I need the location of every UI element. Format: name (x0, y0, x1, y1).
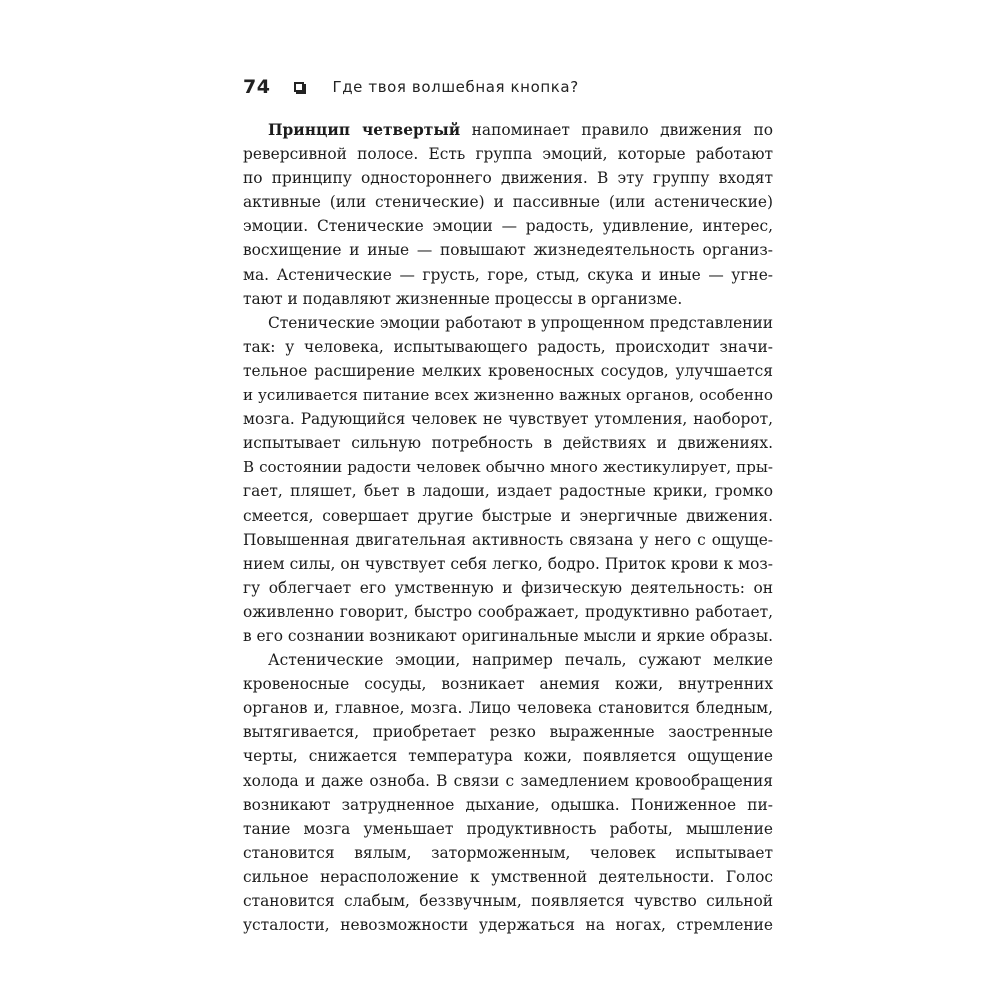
text-line: по принципу одностороннего движения. В эту группу входят (243, 169, 773, 188)
principle-heading: Принцип четвертый (268, 121, 461, 139)
text-line: черты, снижается температура кожи, появляется ощущение (243, 747, 773, 766)
text-line: реверсивной полосе. Есть группа эмоций, которые работают (243, 145, 773, 164)
page-number: 74 (243, 76, 271, 98)
text-line: тельное расширение мелких кровеносных сосудов, улучшается (243, 361, 773, 380)
text-line: ма. Астенические — грусть, горе, стыд, скука и иные — угне- (243, 265, 773, 284)
text-line: оживленно говорит, быстро соображает, продуктивно работает, (243, 602, 773, 621)
text-line: так: у человека, испытывающего радость, происходит значи- (243, 337, 773, 356)
running-title: Где твоя волшебная кнопка? (332, 78, 579, 96)
text-line: кровеносные сосуды, возникает анемия кожи, внутренних (243, 675, 773, 694)
text-line: Астенические эмоции, например печаль, сужают мелкие (268, 651, 773, 670)
body-text (243, 118, 773, 937)
text-line: усталости, невозможности удержаться на ногах, стремление (243, 916, 773, 935)
text-line: тают и подавляют жизненные процессы в организме. (243, 289, 683, 308)
text-line: испытывает сильную потребность в действиях и движениях. (243, 434, 773, 453)
text-line: мозга. Радующийся человек не чувствует утомления, наоборот, (243, 410, 773, 429)
text-line: смеется, совершает другие быстрые и энергичные движения. (243, 506, 773, 525)
text-line: вытягивается, приобретает резко выраженные заостренные (243, 723, 773, 742)
text-line: и усиливается питание всех жизненно важных органов, особенно (243, 386, 773, 405)
text-line: возникают затрудненное дыхание, одышка. Пониженное пи- (243, 795, 773, 814)
text-line: активные (или стенические) и пассивные (или астенические) (243, 193, 773, 212)
text-line: гает, пляшет, бьет в ладоши, издает радостные крики, громко (243, 482, 773, 501)
text-line: восхищение и иные — повышают жизнедеятельность организ- (243, 241, 773, 260)
text-line: тание мозга уменьшает продуктивность работы, мышление (243, 819, 773, 838)
text-line: органов и, главное, мозга. Лицо человека становится бледным, (243, 699, 773, 718)
text-line: Повышенная двигательная активность связана у него с ощуще- (243, 530, 773, 549)
text-line: становится слабым, беззвучным, появляется чувство сильной (243, 892, 773, 910)
text-line: В состоянии радости человек обычно много жестикулирует, пры- (243, 458, 773, 477)
text-line: холода и даже озноба. В связи с замедлением кровообращения (243, 771, 773, 790)
text-line: в его сознании возникают оригинальные мысли и яркие образы. (243, 626, 773, 645)
text-line: сильное нерасположение к умственной деятельности. Голос (243, 867, 773, 886)
checkbox-square-icon (294, 82, 304, 92)
text-line: эмоции. Стенические эмоции — радость, удивление, интерес, (243, 217, 773, 236)
page-header (243, 72, 579, 102)
text-line: Принцип четвертый напоминает правило движения по (268, 121, 773, 139)
text-line: нием силы, он чувствует себя легко, бодро. Приток крови к моз- (243, 554, 773, 573)
text-line: Стенические эмоции работают в упрощенном представлении (268, 313, 773, 332)
text-line: становится вялым, заторможенным, человек испытывает (243, 843, 773, 862)
text-line: гу облегчает его умственную и физическую деятельность: он (243, 578, 773, 597)
